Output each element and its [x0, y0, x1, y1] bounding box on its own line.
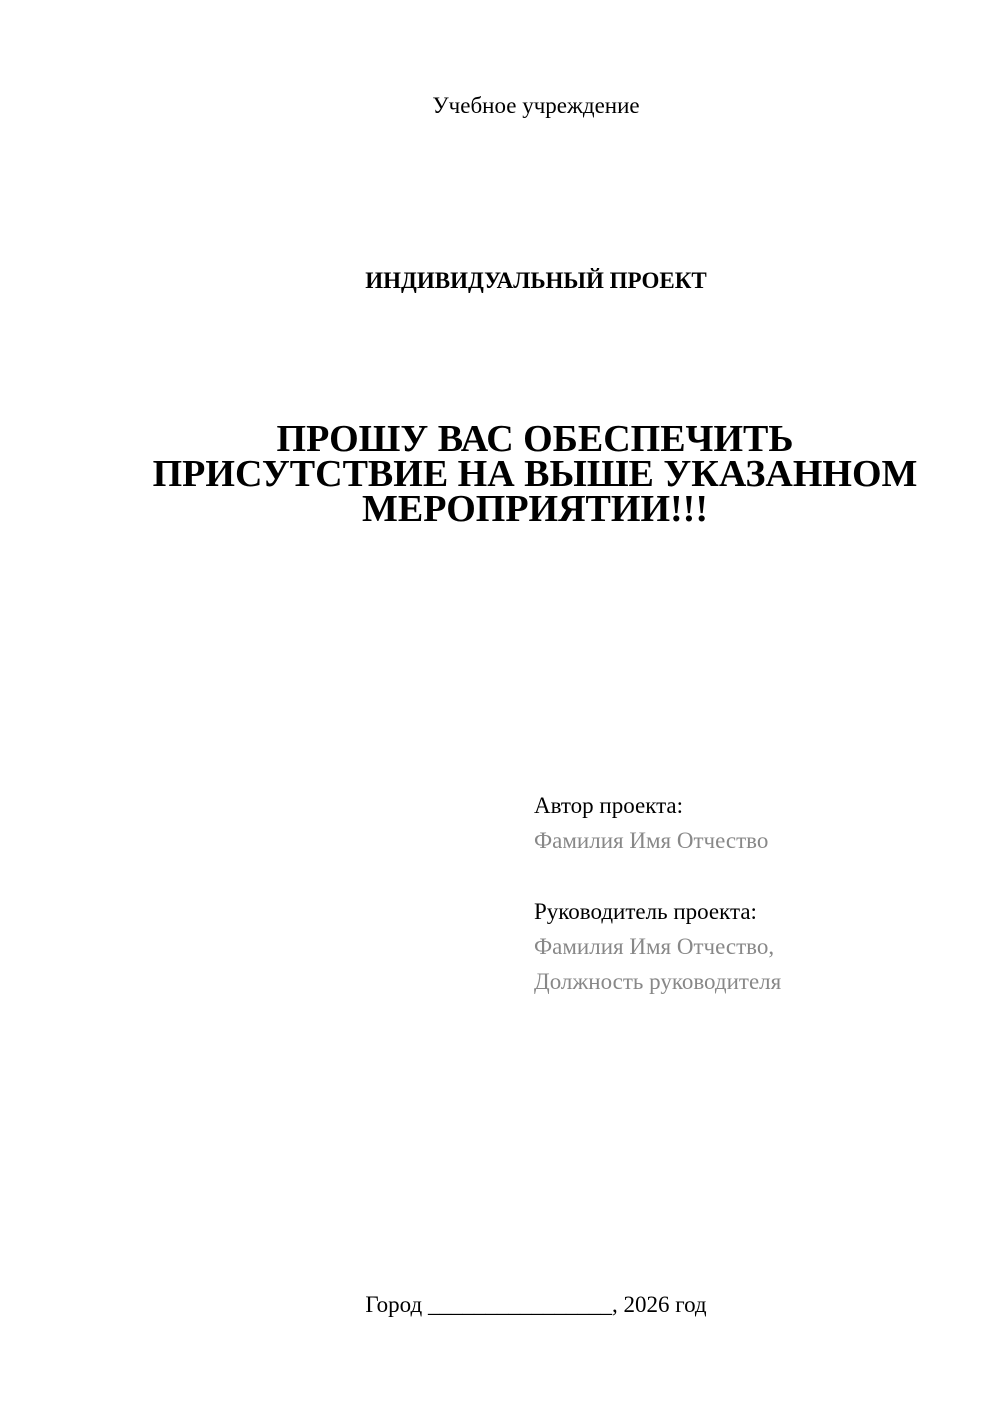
credits-spacer — [534, 858, 974, 894]
institution-name: Учебное учреждение — [432, 93, 640, 118]
author-name: Фамилия Имя Отчество — [534, 828, 769, 853]
project-title — [140, 418, 930, 530]
supervisor-label: Руководитель проекта: — [534, 899, 757, 924]
project-type-heading: ИНДИВИДУАЛЬНЫЙ ПРОЕКТ — [365, 268, 707, 293]
city-year-footer: Город ________________, 2026 год — [365, 1292, 707, 1317]
project-title-line: ПРИСУТСТВИЕ НА ВЫШЕ УКАЗАННОМ — [152, 453, 918, 495]
author-label: Автор проекта: — [534, 793, 683, 818]
credits-block — [534, 788, 974, 999]
project-title-line: МЕРОПРИЯТИИ!!! — [362, 488, 708, 530]
project-title-line: ПРОШУ ВАС ОБЕСПЕЧИТЬ — [276, 418, 794, 460]
supervisor-name: Фамилия Имя Отчество, — [534, 934, 775, 959]
supervisor-position: Должность руководителя — [534, 969, 782, 994]
